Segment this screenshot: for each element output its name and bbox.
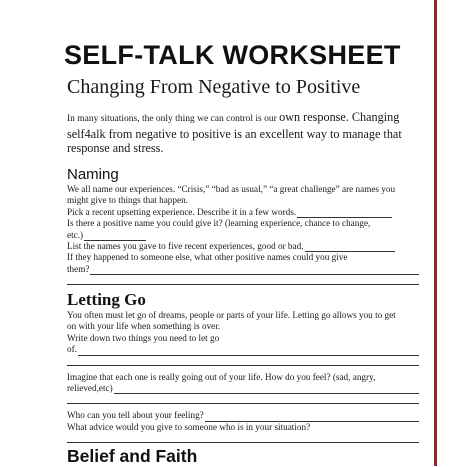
text-line: Pick a recent upsetting experience. Describe it in a few words. <box>67 207 419 218</box>
section-heading-letting-go: Letting Go <box>67 290 146 309</box>
naming-section <box>67 184 419 285</box>
answer-blank[interactable] <box>114 385 419 394</box>
answer-blank[interactable] <box>297 209 392 218</box>
answer-line[interactable] <box>67 356 419 366</box>
answer-blank[interactable] <box>90 266 419 275</box>
text-line: List the names you gave to five recent experiences, good or bad. <box>67 241 419 252</box>
page-subtitle: Changing From Negative to Positive <box>67 76 361 98</box>
answer-blank[interactable] <box>78 347 419 356</box>
intro-paragraph <box>67 110 417 156</box>
answer-line[interactable] <box>67 394 419 404</box>
letting-go-section <box>67 310 419 443</box>
intro-text-small: In many situations, the only thing we can control is our <box>67 114 280 124</box>
text-line: etc.) <box>67 230 419 241</box>
text-line: might give to things that happen. <box>67 195 188 206</box>
text-line: Is there a positive name you could give it? (learning experience, chance to change, <box>67 218 371 229</box>
section-heading-naming: Naming <box>67 166 119 183</box>
text-line: on with your life when something is over. <box>67 321 221 332</box>
intro-text: own response. Changing self4alk from negative to positive is an excellent way to manage that response and stress. <box>67 110 402 155</box>
text-line: relieved,etc) <box>67 383 419 394</box>
text-line: Who can you tell about your feeling? <box>67 410 419 421</box>
text-line: Write down two things you need to let go <box>67 332 220 343</box>
text-line: of. <box>67 344 419 355</box>
answer-line[interactable] <box>67 275 419 285</box>
text-line: You often must let go of dreams, people or parts of your life. Letting go allows you to get <box>67 310 396 320</box>
answer-blank[interactable] <box>205 413 419 422</box>
page-title: SELF-TALK WORKSHEET <box>64 40 401 70</box>
text-line: We all name our experiences. “Crisis,” “bad as usual,” “a great challenge” are names you <box>67 184 396 194</box>
text-line: Imagine that each one is really going out of your life. How do you feel? (sad, angry, <box>67 371 376 382</box>
section-heading-belief-and-faith: Belief and Faith <box>67 446 198 466</box>
page-border <box>434 0 437 466</box>
text-line: them? <box>67 264 419 275</box>
answer-line[interactable] <box>67 433 419 443</box>
answer-blank[interactable] <box>84 232 146 241</box>
text-line: If they happened to someone else, what other positive names could you give <box>67 252 348 263</box>
text-line: What advice would you give to someone who is in your situation? <box>67 421 311 432</box>
answer-blank[interactable] <box>305 243 395 252</box>
